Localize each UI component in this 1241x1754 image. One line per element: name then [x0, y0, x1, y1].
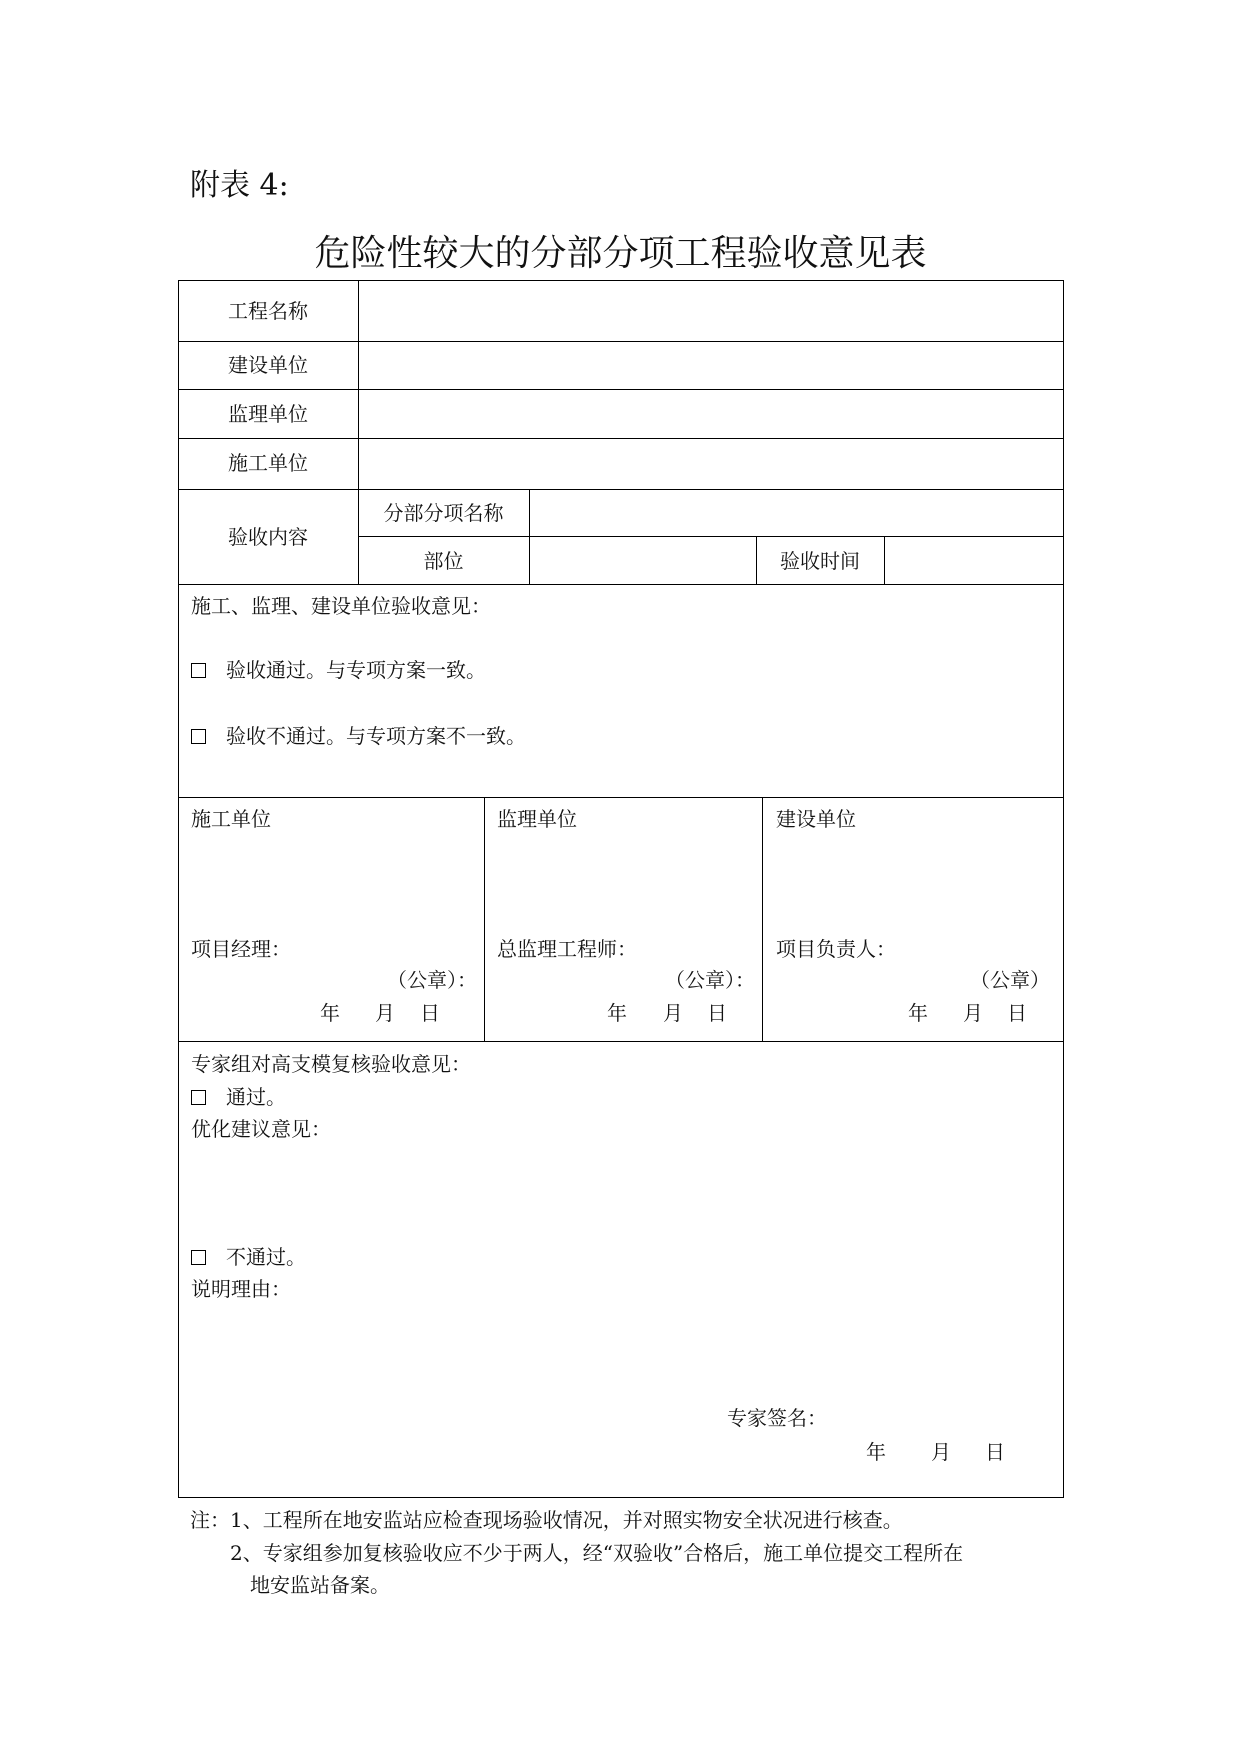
contractor-seal-label: （公章）： — [387, 968, 477, 992]
reason-label: 说明理由： — [191, 1277, 291, 1301]
expert-pass-option[interactable] — [191, 1085, 286, 1109]
expert-fail-checkbox[interactable] — [191, 1250, 206, 1265]
fail-checkbox[interactable] — [191, 729, 206, 744]
client-seal-label: （公章） — [970, 968, 1050, 992]
expert-fail-option[interactable] — [191, 1245, 306, 1269]
supervision-unit-label: 监理单位 — [228, 402, 308, 426]
expert-heading: 专家组对高支模复核验收意见： — [191, 1052, 471, 1076]
expert-month: 月 — [931, 1440, 951, 1464]
supervisor-day: 日 — [707, 1001, 727, 1025]
opinion-fail-option[interactable] — [191, 724, 526, 748]
location-field[interactable] — [531, 538, 755, 583]
contractor-unit-label: 施工单位 — [191, 807, 271, 831]
expert-pass-label: 通过。 — [226, 1085, 286, 1109]
contractor-month: 月 — [375, 1001, 395, 1025]
page-title: 危险性较大的分部分项工程验收意见表 — [314, 233, 927, 274]
expert-fail-label: 不通过。 — [226, 1245, 306, 1269]
expert-pass-checkbox[interactable] — [191, 1090, 206, 1105]
pass-checkbox[interactable] — [191, 663, 206, 678]
client-responsible-label: 项目负责人： — [776, 937, 896, 961]
client-year: 年 — [908, 1001, 928, 1025]
note-2-line-2: 地安监站备案。 — [250, 1573, 390, 1597]
acceptance-content-label: 验收内容 — [228, 525, 308, 549]
client-day: 日 — [1007, 1001, 1027, 1025]
construction-client-field[interactable] — [360, 343, 1062, 388]
opinion-fail-label: 验收不通过。与专项方案不一致。 — [226, 724, 526, 748]
sub-project-name-field[interactable] — [531, 491, 1062, 535]
note-2-line-1: 2、专家组参加复核验收应不少于两人，经“双验收”合格后，施工单位提交工程所在 — [230, 1541, 964, 1565]
supervisor-unit-label: 监理单位 — [497, 807, 577, 831]
opinion-pass-option[interactable] — [191, 658, 486, 682]
contractor-manager-label: 项目经理： — [191, 937, 291, 961]
opinion-heading: 施工、监理、建设单位验收意见： — [191, 594, 491, 618]
project-name-field[interactable] — [360, 282, 1062, 340]
project-name-label: 工程名称 — [228, 299, 308, 323]
chief-supervisor-label: 总监理工程师： — [497, 937, 637, 961]
optimization-suggestion-label: 优化建议意见： — [191, 1117, 331, 1141]
opinion-pass-label: 验收通过。与专项方案一致。 — [226, 658, 486, 682]
contractor-day: 日 — [420, 1001, 440, 1025]
expert-day: 日 — [985, 1440, 1005, 1464]
acceptance-time-field[interactable] — [886, 538, 1062, 583]
construction-client-label: 建设单位 — [228, 353, 308, 377]
supervisor-year: 年 — [607, 1001, 627, 1025]
client-unit-label: 建设单位 — [776, 807, 856, 831]
contractor-label: 施工单位 — [228, 451, 308, 475]
supervisor-seal-label: （公章）： — [665, 968, 755, 992]
location-label: 部位 — [423, 549, 464, 573]
supervision-unit-field[interactable] — [360, 391, 1062, 437]
expert-signature-label: 专家签名： — [727, 1406, 827, 1430]
client-month: 月 — [963, 1001, 983, 1025]
sub-project-name-label: 分部分项名称 — [383, 501, 504, 525]
appendix-label: 附表 4: — [190, 168, 289, 203]
contractor-field[interactable] — [360, 440, 1062, 488]
note-1: 注：1、工程所在地安监站应检查现场验收情况，并对照实物安全状况进行核查。 — [190, 1508, 903, 1532]
expert-year: 年 — [866, 1440, 886, 1464]
contractor-year: 年 — [320, 1001, 340, 1025]
acceptance-time-label: 验收时间 — [780, 549, 860, 573]
supervisor-month: 月 — [663, 1001, 683, 1025]
